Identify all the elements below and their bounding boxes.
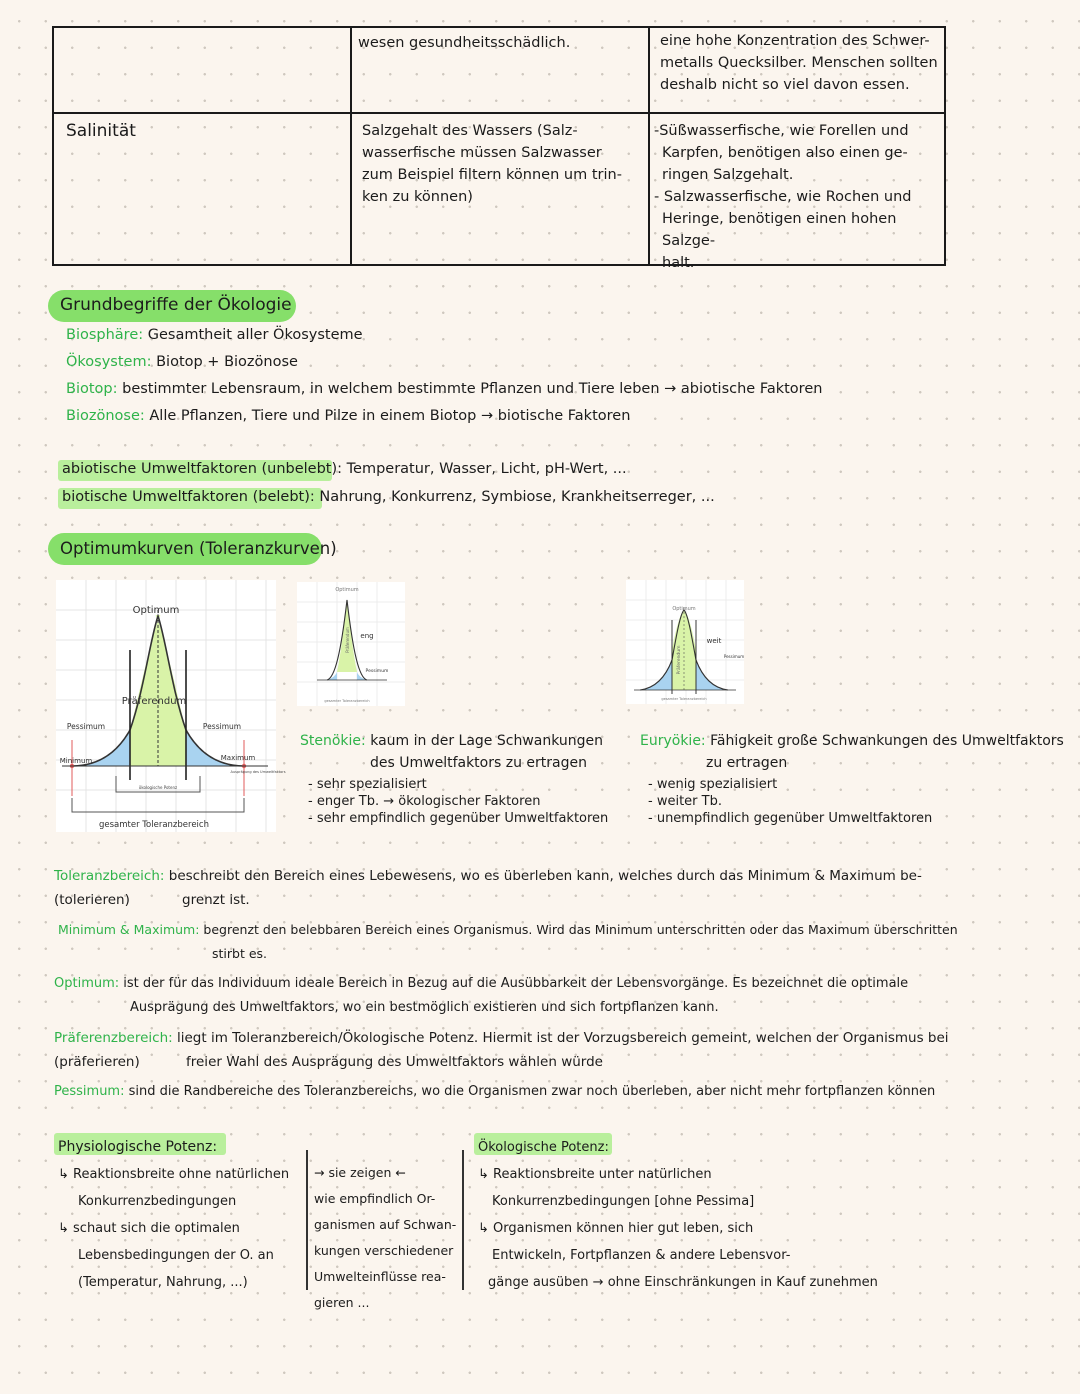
- label-auspraegung: Ausprägung des Umweltfaktors: [230, 770, 286, 774]
- definition-praeferenzbereich: Präferenzbereich: liegt im Toleranzbereich/Ökologische Potenz. Hiermit ist der Vorzugsbereich gemeint, welchen der Organismus bei (präferieren) freier Wahl des Ausprägung des Umweltfaktors wählen würde: [54, 1030, 949, 1070]
- label-maximum: Maximum: [220, 754, 256, 762]
- table-r2-c1: Salinität: [66, 121, 136, 141]
- label-gesamter-toleranzbereich: gesamter Toleranzbereich: [99, 820, 209, 830]
- table-r2-c2: Salzgehalt des Wassers (Salz- wasserfische müssen Salzwasser zum Beispiel filtern können um trin- ken zu können): [362, 123, 622, 205]
- label-pessimum-left: Pessimum: [66, 722, 106, 731]
- table-r1-c3: eine hohe Konzentration des Schwer- metalls Quecksilber. Menschen sollten deshalb nicht so viel davon essen.: [660, 33, 938, 93]
- abiotische-faktoren: abiotische Umweltfaktoren (unbelebt): Temperatur, Wasser, Licht, pH-Wert, ...: [62, 461, 627, 477]
- physiologische-potenz: Physiologische Potenz: ↳ Reaktionsbreite ohne natürlichen Konkurrenzbedingungen ↳ schaut sich die optimalen Lebensbedingungen der O. an (Temperatur, Nahrung, ...): [58, 1139, 290, 1290]
- definition-minimum-maximum: Minimum & Maximum: begrenzt den belebbaren Bereich eines Organismus. Wird das Minimum unterschritten oder das Maximum überschritten stirbt es.: [58, 922, 958, 961]
- optimum-heading: Optimumkurven (Toleranzkurven): [60, 539, 337, 558]
- table-r2-c3: -Süßwasserfische, wie Forellen und Karpfen, benötigen also einen ge- ringen Salzgehalt. - Salzwasserfische, wie Rochen und Heringe, benötigen einen hohen Salzge- halt.: [654, 123, 912, 271]
- eury-label-optimum: Optimum: [672, 606, 696, 612]
- divider-right: [462, 1150, 464, 1290]
- steno-label-bottom: gesamter Toleranzbereich: [324, 699, 370, 703]
- potenz-middle-note: → sie zeigen ← wie empfindlich Or- ganismen auf Schwan- kungen verschiedener Umwelteinflüsse rea- gieren ...: [314, 1165, 457, 1310]
- tolerance-curve-svg: [56, 580, 286, 832]
- eury-label-bottom: gesamter Toleranzbereich: [661, 697, 707, 701]
- biotische-faktoren: biotische Umweltfaktoren (belebt): Nahrung, Konkurrenz, Symbiose, Krankheitserreger, ...: [62, 489, 715, 505]
- label-praeferendum: Präferendum: [121, 696, 187, 707]
- oekologische-potenz: Ökologische Potenz: ↳ Reaktionsbreite unter natürlichen Konkurrenzbedingungen [ohne Pessima] ↳ Organismen können hier gut leben, sich Entwickeln, Fortpflanzen & andere Lebensvor- gänge ausüben → ohne Einschränkungen in Kauf zunehmen: [478, 1140, 878, 1290]
- eury-label-weit: weit: [706, 637, 722, 645]
- steno-label-optimum: Optimum: [335, 587, 359, 593]
- definition-toleranzbereich: Toleranzbereich: beschreibt den Bereich eines Lebewesens, wo es überleben kann, welches durch das Minimum & Maximum be- (tolerieren) grenzt ist.: [54, 868, 922, 908]
- label-oekologische-potenz: ökologische Potenz: [138, 785, 178, 790]
- def-biosphaere: Biosphäre: Gesamtheit aller Ökosysteme: [66, 327, 363, 343]
- stenoek-curve-chart: [297, 582, 405, 706]
- grundbegriffe-heading: Grundbegriffe der Ökologie: [60, 295, 292, 315]
- definition-optimum: Optimum: ist der für das Individuum ideale Bereich in Bezug auf die Ausübbarkeit der Lebensvorgänge. Es bezeichnet die optimale Ausprägung des Umweltfaktors, wo ein bestmöglich existieren und sich fortpflanzen kann.: [54, 976, 909, 1015]
- steno-label-pessimum: Pessimum: [365, 669, 389, 674]
- definition-pessimum: Pessimum: sind die Randbereiche des Toleranzbereichs, wo die Organismen zwar noch überleben, aber nicht mehr fortpflanzen können: [54, 1084, 936, 1099]
- eury-label-vertical: Präferendum: [677, 645, 682, 675]
- def-biozoenose: Biozönose: Alle Pflanzen, Tiere und Pilze in einem Biotop → biotische Faktoren: [66, 408, 631, 424]
- euryoekie-block: Euryökie: Fähigkeit große Schwankungen des Umweltfaktors zu ertragen - wenig spezialisiert - weiter Tb. - unempfindlich gegenüber Umweltfaktoren: [640, 733, 1064, 826]
- euryoek-curve-chart: [626, 580, 744, 704]
- def-oekosystem: Ökosystem: Biotop + Biozönose: [66, 354, 298, 370]
- label-optimum: Optimum: [132, 605, 180, 616]
- table-r1-c2: wesen gesundheitsschädlich.: [358, 35, 571, 51]
- label-minimum: Minimum: [59, 757, 93, 765]
- divider-left: [306, 1150, 308, 1290]
- def-biotop: Biotop: bestimmter Lebensraum, in welchem bestimmte Pflanzen und Tiere leben → abiotische Faktoren: [66, 381, 823, 397]
- eury-label-pessimum: Pessimum: [723, 654, 745, 659]
- label-pessimum-right: Pessimum: [202, 722, 242, 731]
- steno-label-eng: eng: [360, 632, 374, 640]
- tolerance-curve-chart: [56, 580, 286, 832]
- habitat-table: [52, 26, 946, 271]
- stenoekie-block: Stenökie: kaum in der Lage Schwankungen des Umweltfaktors zu ertragen - sehr spezialisiert - enger Tb. → ökologischer Faktoren - sehr empfindlich gegenüber Umweltfaktoren: [300, 733, 609, 826]
- steno-label-vertical: Präferendum: [345, 627, 350, 653]
